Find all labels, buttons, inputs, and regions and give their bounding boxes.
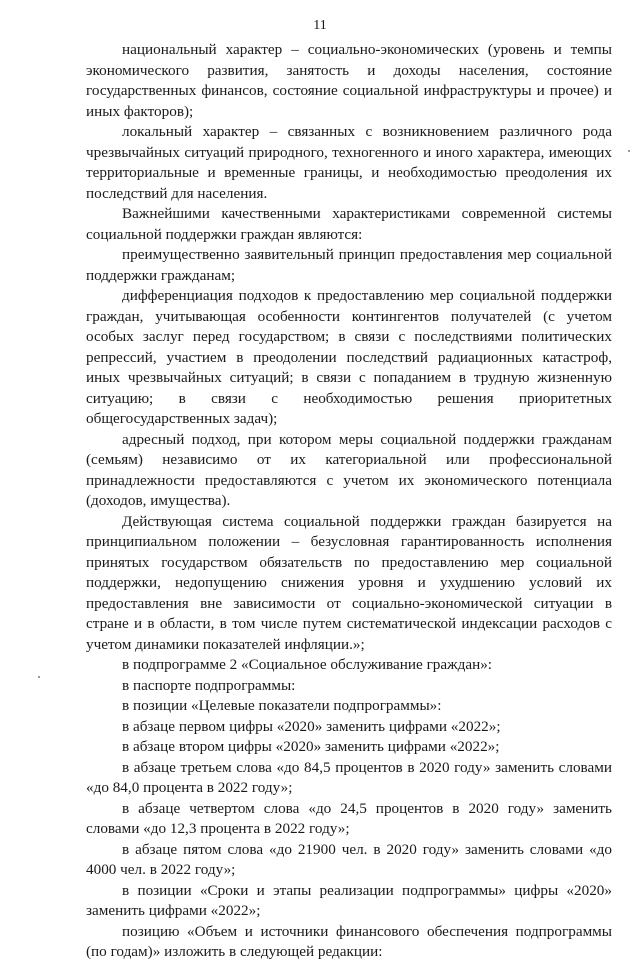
paragraph: в позиции «Сроки и этапы реализации подпрограммы» цифры «2020» заменить цифрами «2022»;: [86, 881, 612, 919]
paragraph: в абзаце втором цифры «2020» заменить цифрами «2022»;: [122, 738, 500, 755]
paragraph: Действующая система социальной поддержки граждан базируется на принципиальном положении – безусловная гарантированность исполнения принятых государством обязательств по предоставлению мер социальной поддержки, недопущению снижения уровня и ухудшению условий их предоставления вне зависимости от социально-экономической ситуации в стране и в области, в том числе путем систематической индексации расходов с учетом динамики показателей инфляции.»;: [86, 512, 612, 653]
paragraph: национальный характер – социально-экономических (уровень и темпы экономического развития, занятость и доходы населения, состояние государственных финансов, состояние социальной инфраструктуры и прочее) и иных факторов);: [86, 41, 612, 120]
paragraph: преимущественно заявительный принцип предоставления мер социальной поддержки гражданам;: [86, 246, 612, 284]
paragraph: в абзаце третьем слова «до 84,5 процентов в 2020 году» заменить словами «до 84,0 процента в 2022 году»;: [86, 758, 612, 796]
scan-speck: [628, 150, 630, 152]
page-number: 11: [313, 18, 327, 33]
paragraph: адресный подход, при котором меры социальной поддержки гражданам (семьям) независимо от их категориальной или профессиональной принадлежности предоставляются с учетом их экономического потенциала (доходов, имущества).: [86, 430, 612, 509]
paragraph: Важнейшими качественными характеристиками современной системы социальной поддержки граждан являются:: [86, 205, 612, 243]
paragraph: в подпрограмме 2 «Социальное обслуживание граждан»:: [122, 656, 493, 673]
paragraph: дифференциация подходов к предоставлению мер социальной поддержки граждан, учитывающая особенности контингентов получателей (с учетом особых заслуг перед государством; в связи с последствиями политических репрессий, участием в преодолении последствий радиационных катастроф, иных чрезвычайных ситуаций; в связи с попаданием в трудную жизненную ситуацию; в связи с необходимостью решения приоритетных общегосударственных задач);: [86, 287, 612, 427]
paragraph: позицию «Объем и источники финансового обеспечения подпрограммы (по годам)» изложить в следующей редакции:: [86, 922, 612, 960]
document-body: [86, 40, 612, 963]
scan-speck: [38, 676, 40, 678]
paragraph: в абзаце первом цифры «2020» заменить цифрами «2022»;: [122, 717, 501, 735]
paragraph: в абзаце пятом слова «до 21900 чел. в 2020 году» заменить словами «до 4000 чел. в 2022 году»;: [86, 840, 612, 878]
paragraph: локальный характер – связанных с возникновением различного рода чрезвычайных ситуаций природного, техногенного и иного характера, имеющих территориальные и временные границы, и необходимостью преодоления их последствий для населения.: [86, 123, 612, 202]
paragraph: в позиции «Целевые показатели подпрограммы»:: [122, 697, 442, 714]
paragraph: в паспорте подпрограммы:: [122, 676, 296, 694]
paragraph: в абзаце четвертом слова «до 24,5 процентов в 2020 году» заменить словами «до 12,3 процента в 2022 году»;: [86, 799, 612, 837]
